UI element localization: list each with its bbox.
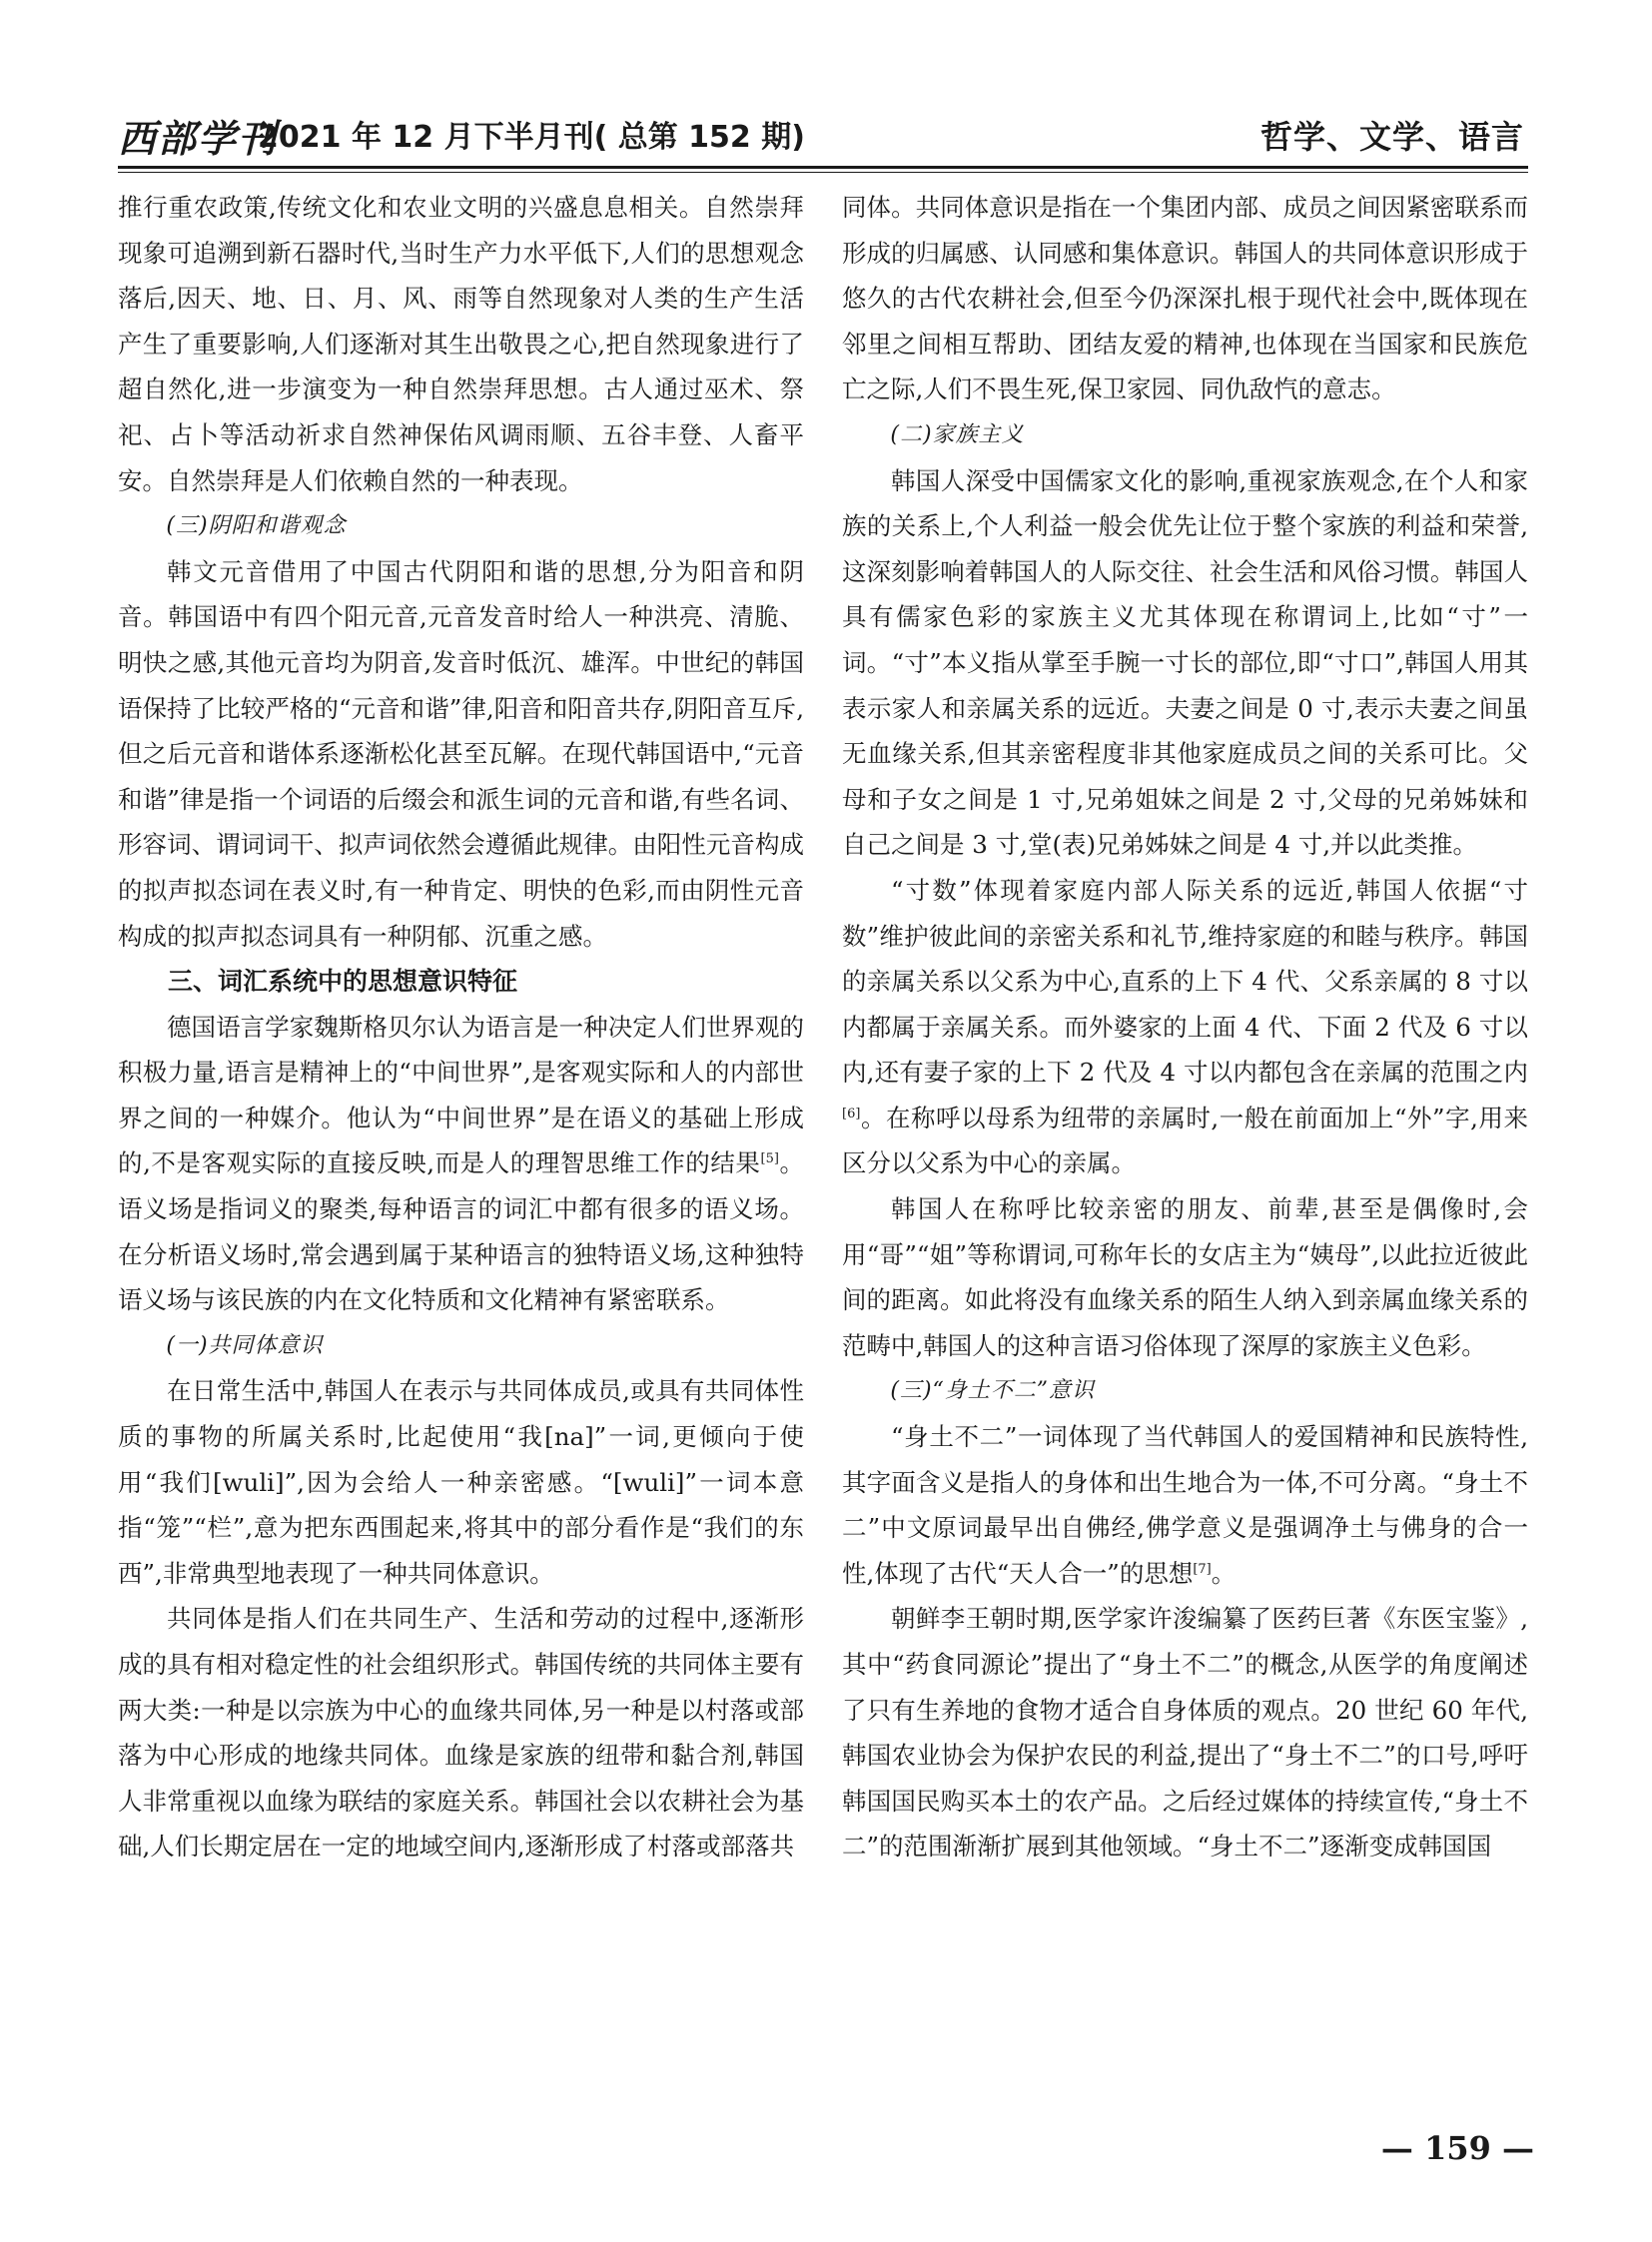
paragraph: 韩国人在称呼比较亲密的朋友、前辈,甚至是偶像时,会用“哥”“姐”等称谓词,可称年长的女店主为“姨母”,以此拉近彼此间的距离。如此将没有血缘关系的陌生人纳入到亲属血缘关系的范畴中,韩国人的这种言语习俗体现了深厚的家族主义色彩。 (842, 1194, 1528, 1360)
left-column (118, 185, 804, 1869)
paragraph: 朝鲜李王朝时期,医学家许浚编纂了医药巨著《东医宝鉴》,其中“药食同源论”提出了“身土不二”的概念,从医学的角度阐述了只有生养地的食物才适合自身体质的观点。20 世纪 60 年代,韩国农业协会为保护农民的利益,提出了“身土不二”的口号,呼吁韩国国民购买本土的农产品。之后经过媒体的持续宣传,“身土不二”的范围渐渐扩展到其他领域。“身土不二”逐渐变成韩国国 (842, 1604, 1528, 1862)
page-number: — 159 — (1380, 2129, 1534, 2167)
citation-ref: [6] (842, 1106, 861, 1121)
paragraph-text: 德国语言学家魏斯格贝尔认为语言是一种决定人们世界观的积极力量,语言是精神上的“中间世界”,是客观实际和人的内部世界之间的一种媒介。他认为“中间世界”是在语义的基础上形成的,不是客观实际的直接反映,而是人的理智思维工作的结果 (118, 1012, 804, 1178)
page-header (118, 108, 1528, 164)
paragraph-text: “寸数”体现着家庭内部人际关系的远近,韩国人依据“寸数”维护彼此间的亲密关系和礼节,维持家庭的和睦与秩序。韩国的亲属关系以父系为中心,直系的上下 4 代、父系亲属的 8 寸以内都属于亲属关系。而外婆家的上面 4 代、下面 2 代及 6 寸以内,还有妻子家的上下 2 代及 4 寸以内都包含在亲属的范围之内 (842, 875, 1528, 1088)
header-rule-thick (118, 166, 1528, 169)
section-title: 哲学、文学、语言 (1259, 118, 1524, 156)
header-rule-thin (118, 172, 1528, 173)
journal-logo: 西部学刊 (118, 116, 279, 161)
paragraph: 同体。共同体意识是指在一个集团内部、成员之间因紧密联系而形成的归属感、认同感和集体意识。韩国人的共同体意识形成于悠久的古代农耕社会,但至今仍深深扎根于现代社会中,既体现在邻里之间相互帮助、团结友爱的精神,也体现在当国家和民族危亡之际,人们不畏生死,保卫家园、同仇敌忾的意志。 (842, 193, 1528, 404)
paragraph: 在日常生活中,韩国人在表示与共同体成员,或具有共同体性质的事物的所属关系时,比起使用“我[na]”一词,更倾向于使用“我们[wuli]”,因为会给人一种亲密感。“[wuli]”一词本意指“笼”“栏”,意为把东西围起来,将其中的部分看作是“我们的东西”,非常典型地表现了一种共同体意识。 (118, 1376, 804, 1588)
paragraph-text: 。语义场是指词义的聚类,每种语言的词汇中都有很多的语义场。在分析语义场时,常会遇到属于某种语言的独特语义场,这种独特语义场与该民族的内在文化特质和文化精神有紧密联系。 (118, 1148, 805, 1315)
paragraph: 共同体是指人们在共同生产、生活和劳动的过程中,逐渐形成的具有相对稳定性的社会组织形式。韩国传统的共同体主要有两大类:一种是以宗族为中心的血缘共同体,另一种是以村落或部落为中心形成的地缘共同体。血缘是家族的纽带和黏合剂,韩国人非常重视以血缘为联结的家庭关系。韩国社会以农耕社会为基础,人们长期定居在一定的地域空间内,逐渐形成了村落或部落共 (118, 1604, 804, 1862)
paragraph-text: “身土不二”一词体现了当代韩国人的爱国精神和民族特性,其字面含义是指人的身体和出生地合为一体,不可分离。“身土不二”中文原词最早出自佛经,佛学意义是强调净土与佛身的合一性,体现了古代“天人合一”的思想 (842, 1422, 1528, 1588)
paragraph (842, 1414, 1528, 1596)
paragraph: 韩国人深受中国儒家文化的影响,重视家族观念,在个人和家族的关系上,个人利益一般会优先让位于整个家族的利益和荣誉,这深刻影响着韩国人的人际交往、社会生活和风俗习惯。韩国人具有儒家色彩的家族主义尤其体现在称谓词上,比如“寸”一词。“寸”本义指从掌至手腕一寸长的部位,即“寸口”,韩国人用其表示家人和亲属关系的远近。夫妻之间是 0 寸,表示夫妻之间虽无血缘关系,但其亲密程度非其他家庭成员之间的关系可比。父母和子女之间是 1 寸,兄弟姐妹之间是 2 寸,父母的兄弟姊妹和自己之间是 3 寸,堂(表)兄弟姊妹之间是 4 寸,并以此类推。 (842, 465, 1528, 860)
issue-info: 2021 年 12 月下半月刊( 总第 152 期) (258, 120, 805, 155)
paragraph: 推行重农政策,传统文化和农业文明的兴盛息息相关。自然崇拜现象可追溯到新石器时代,当时生产力水平低下,人们的思想观念落后,因天、地、日、月、风、雨等自然现象对人类的生产生活产生了重要影响,人们逐渐对其生出敬畏之心,把自然现象进行了超自然化,进一步演变为一种自然崇拜思想。古人通过巫术、祭祀、占卜等活动祈求自然神保佑风调雨顺、五谷丰登、人畜平安。自然崇拜是人们依赖自然的一种表现。 (118, 193, 804, 495)
paragraph-text: 。 (1211, 1558, 1237, 1588)
subsection-heading-community: (一)共同体意识 (166, 1332, 324, 1358)
paragraph-text: 。在称呼以母系为纽带的亲属时,一般在前面加上“外”字,用来区分以父系为中心的亲属。 (842, 1103, 1528, 1178)
paragraph (118, 1005, 804, 1323)
paragraph: 韩文元音借用了中国古代阴阳和谐的思想,分为阳音和阴音。韩国语中有四个阳元音,元音发音时给人一种洪亮、清脆、明快之感,其他元音均为阴音,发音时低沉、雄浑。中世纪的韩国语保持了比较严格的“元音和谐”律,阳音和阳音共存,阴阳音互斥,但之后元音和谐体系逐渐松化甚至瓦解。在现代韩国语中,“元音和谐”律是指一个词语的后缀会和派生词的元音和谐,有些名词、形容词、谓词词干、拟声词依然会遵循此规律。由阳性元音构成的拟声拟态词在表义时,有一种肯定、明快的色彩,而由阴性元音构成的拟声拟态词具有一种阴郁、沉重之感。 (118, 556, 804, 951)
right-column (842, 185, 1528, 1869)
subsection-heading-yinyang: (三)阴阳和谐观念 (166, 513, 347, 539)
citation-ref: [7] (1193, 1561, 1212, 1577)
citation-ref: [5] (760, 1151, 779, 1167)
section-heading: 三、词汇系统中的思想意识特征 (168, 967, 518, 997)
paragraph (842, 868, 1528, 1186)
subsection-heading-shentu: (三)“身土不二”意识 (890, 1378, 1096, 1404)
subsection-heading-family: (二)家族主义 (890, 421, 1025, 447)
